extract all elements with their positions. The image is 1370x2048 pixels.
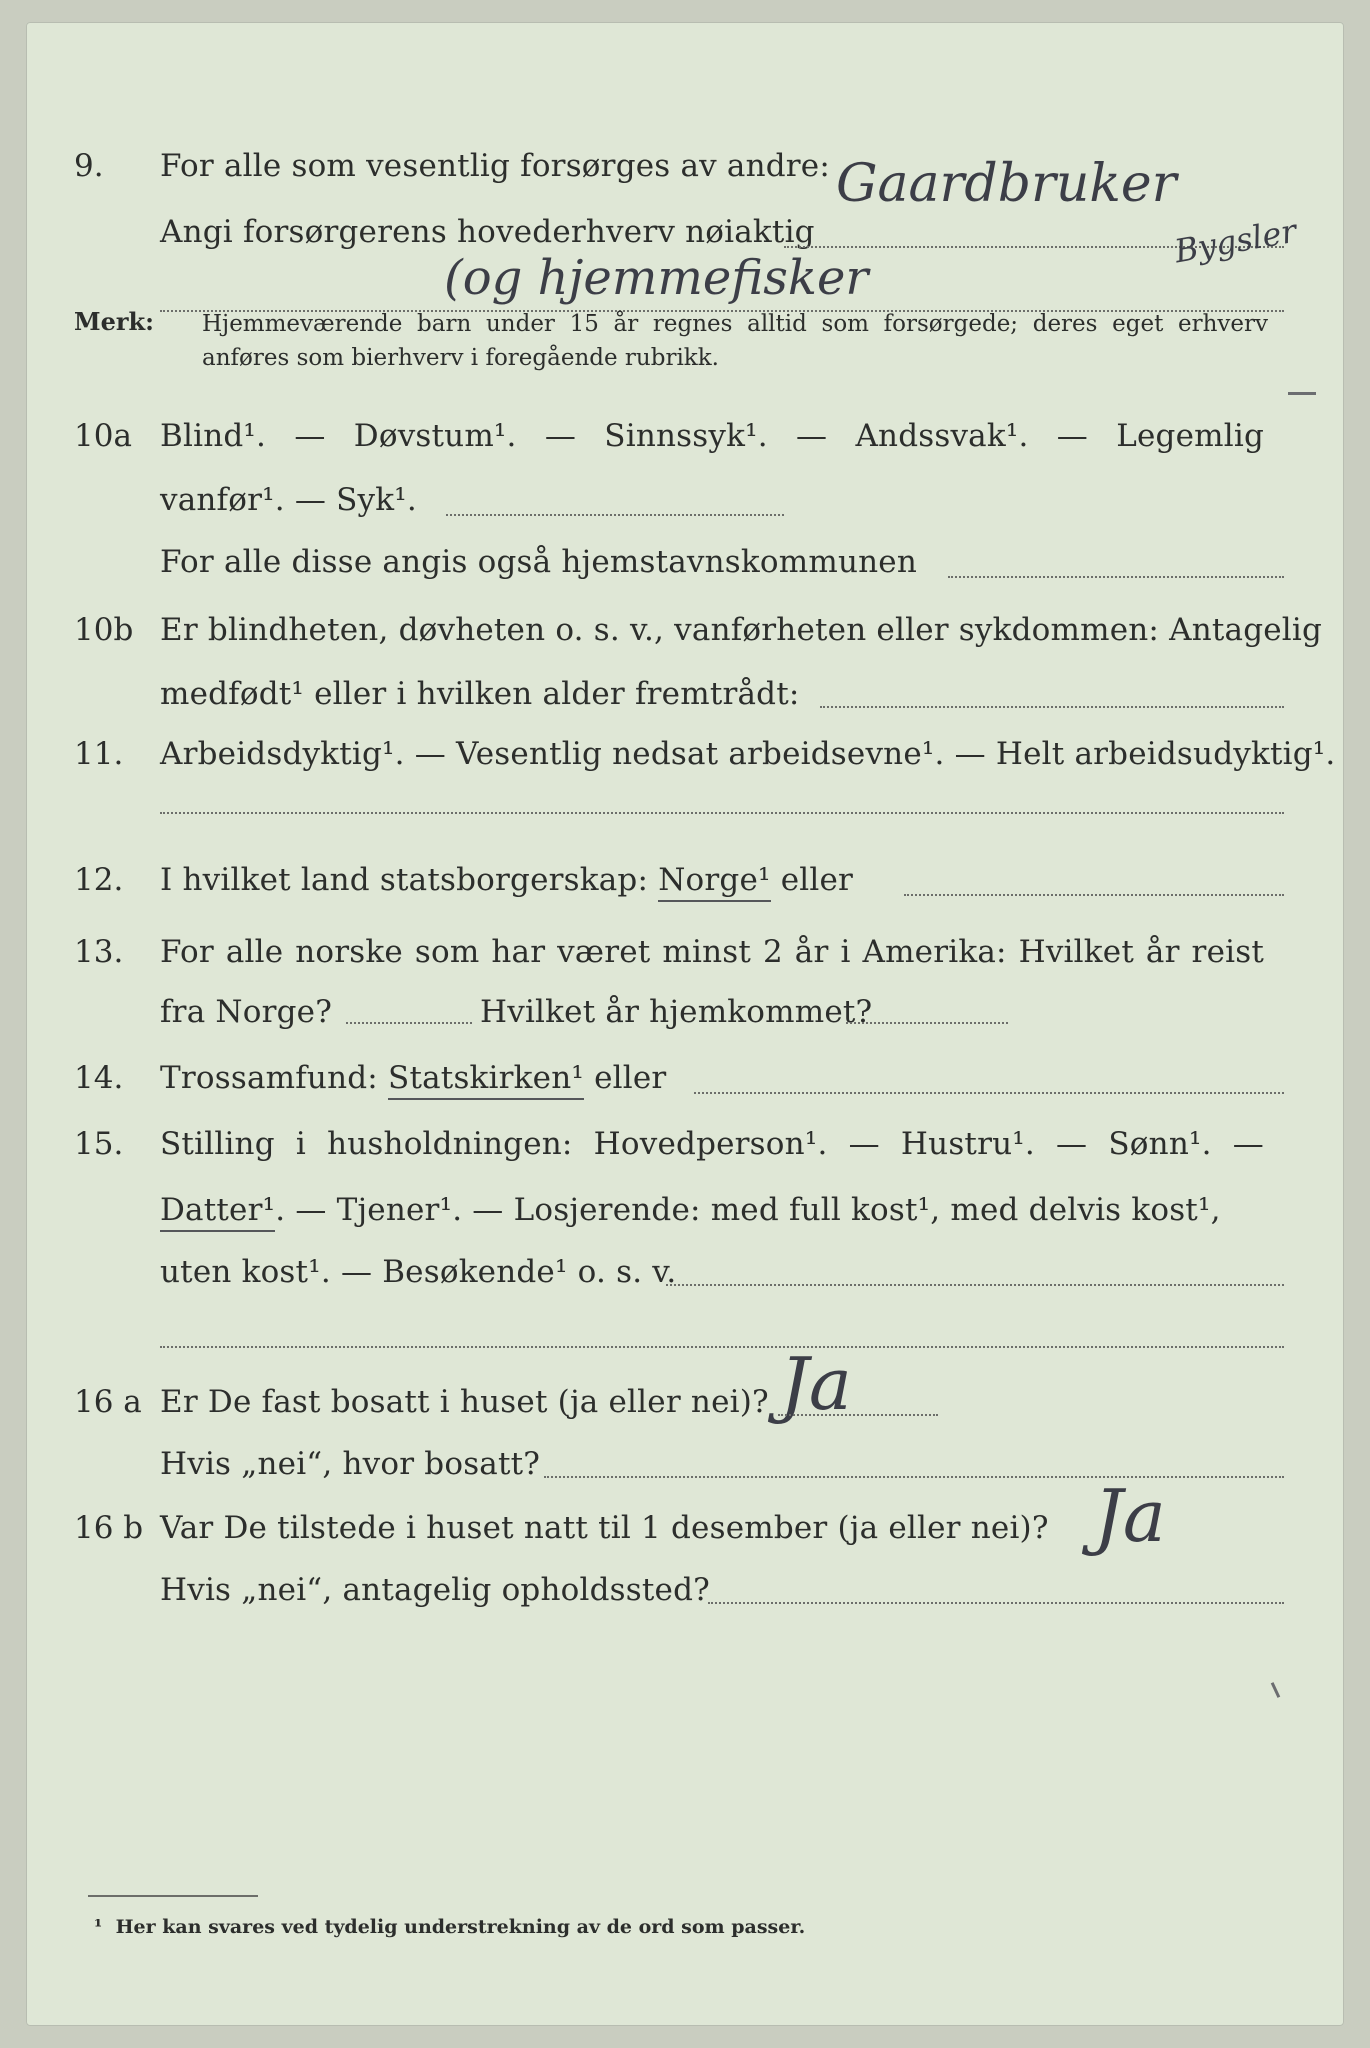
q12-or: eller [780,862,854,898]
q9-answer-bygsler: Bygsler [1171,211,1300,271]
margin-mark-2 [1271,1682,1280,1698]
q15-line1: Stilling i husholdningen: Hovedperson¹. — Hustru¹. — Sønn¹. — [160,1126,1264,1162]
q15-line2-wrap [160,1178,1264,1242]
q13-line2b: Hvilket år hjemkommet? [480,994,873,1030]
q11-fill-line [160,812,1284,814]
q16a-line2: Hvis „nei“, hvor bosatt? [160,1446,541,1482]
q15-line3: uten kost¹. — Besøkende¹ o. s. v. [160,1254,677,1290]
footnote-mark: ¹ [94,1916,103,1938]
q12-line [160,848,853,912]
q12-choice-underlined: Norge¹ [658,862,770,902]
q14-fill-line [694,1092,1284,1094]
merk-label: Merk: [74,307,154,336]
q10a-number: 10a [74,418,132,454]
q10b-fill-line [820,706,1284,708]
footnote-text: Her kan svares ved tydelig understrekning av de ord som passer. [115,1916,806,1938]
q9-answer-occupation: Gaardbruker [836,154,1177,214]
q12-question: I hvilket land statsborgerskap: [160,862,649,898]
merk-line1: Hjemmeværende barn under 15 år regnes alltid som forsørgede; deres eget erhverv [202,311,1268,337]
q12-fill-line [904,894,1284,896]
q13-number: 13. [74,934,124,970]
q9-answer-secondary: (og hjemmefisker [444,250,869,306]
q16a-number: 16 a [74,1384,142,1420]
q15-fill-line [666,1284,1284,1286]
q14-or: eller [594,1060,667,1096]
q16b-line2: Hvis „nei“, antagelig opholdssted? [160,1572,710,1608]
q11-number: 11. [74,736,124,772]
q16a-fill-line-2 [544,1476,1284,1478]
q15-choice-underlined: Datter¹ [160,1192,275,1232]
q9-line2: Angi forsørgerens hovederhverv nøiaktig [160,214,815,250]
q16b-fill-line [708,1602,1284,1604]
q10b-line1: Er blindheten, døvheten o. s. v., vanførheten eller sykdommen: Antagelig [160,612,1323,648]
q13-line2a: fra Norge? [160,994,333,1030]
q16a-line1: Er De fast bosatt i huset (ja eller nei)? [160,1384,769,1420]
q10b-number: 10b [74,612,134,648]
q15-fill-line-2 [160,1346,1284,1348]
q10a-fill-line [446,514,784,516]
q14-number: 14. [74,1060,124,1096]
q14-question: Trossamfund: [160,1060,378,1096]
q13-fill-line-a [346,1022,472,1024]
q12-number: 12. [74,862,124,898]
q9-line1: For alle som vesentlig forsørges av andre: [160,148,830,184]
q13-line1: For alle norske som har været minst 2 år i Amerika: Hvilket år reist [160,934,1264,970]
q16b-number: 16 b [74,1510,144,1546]
merk-line2: anføres som bierhverv i foregående rubrikk. [202,345,719,371]
q13-fill-line-b [846,1022,1008,1024]
q10a-fill-line-2 [948,576,1284,578]
q16b-answer: Ja [1094,1474,1166,1558]
footnote [94,1916,805,1938]
q14-choice-underlined: Statskirken¹ [388,1060,584,1100]
margin-mark [1288,392,1316,395]
q10b-line2: medfødt¹ eller i hvilken alder fremtrådt: [160,676,800,712]
q16b-line1: Var De tilstede i huset natt til 1 desember (ja eller nei)? [160,1510,1049,1546]
q15-number: 15. [74,1126,124,1162]
census-form-page [26,22,1344,2026]
q10a-line2: vanfør¹. — Syk¹. [160,482,417,518]
q14-line [160,1046,666,1110]
q9-number: 9. [74,148,104,184]
q16a-answer: Ja [780,1342,852,1426]
q11-line1: Arbeidsdyktig¹. — Vesentlig nedsat arbeidsevne¹. — Helt arbeidsudyktig¹. [160,736,1336,772]
q16a-fill-line [778,1414,938,1416]
q10a-line3: For alle disse angis også hjemstavnskommunen [160,544,917,580]
q15-line2: . — Tjener¹. — Losjerende: med full kost¹, med delvis kost¹, [275,1192,1221,1228]
q10a-line1: Blind¹. — Døvstum¹. — Sinnssyk¹. — Andssvak¹. — Legemlig [160,418,1264,454]
footnote-rule [88,1895,258,1897]
